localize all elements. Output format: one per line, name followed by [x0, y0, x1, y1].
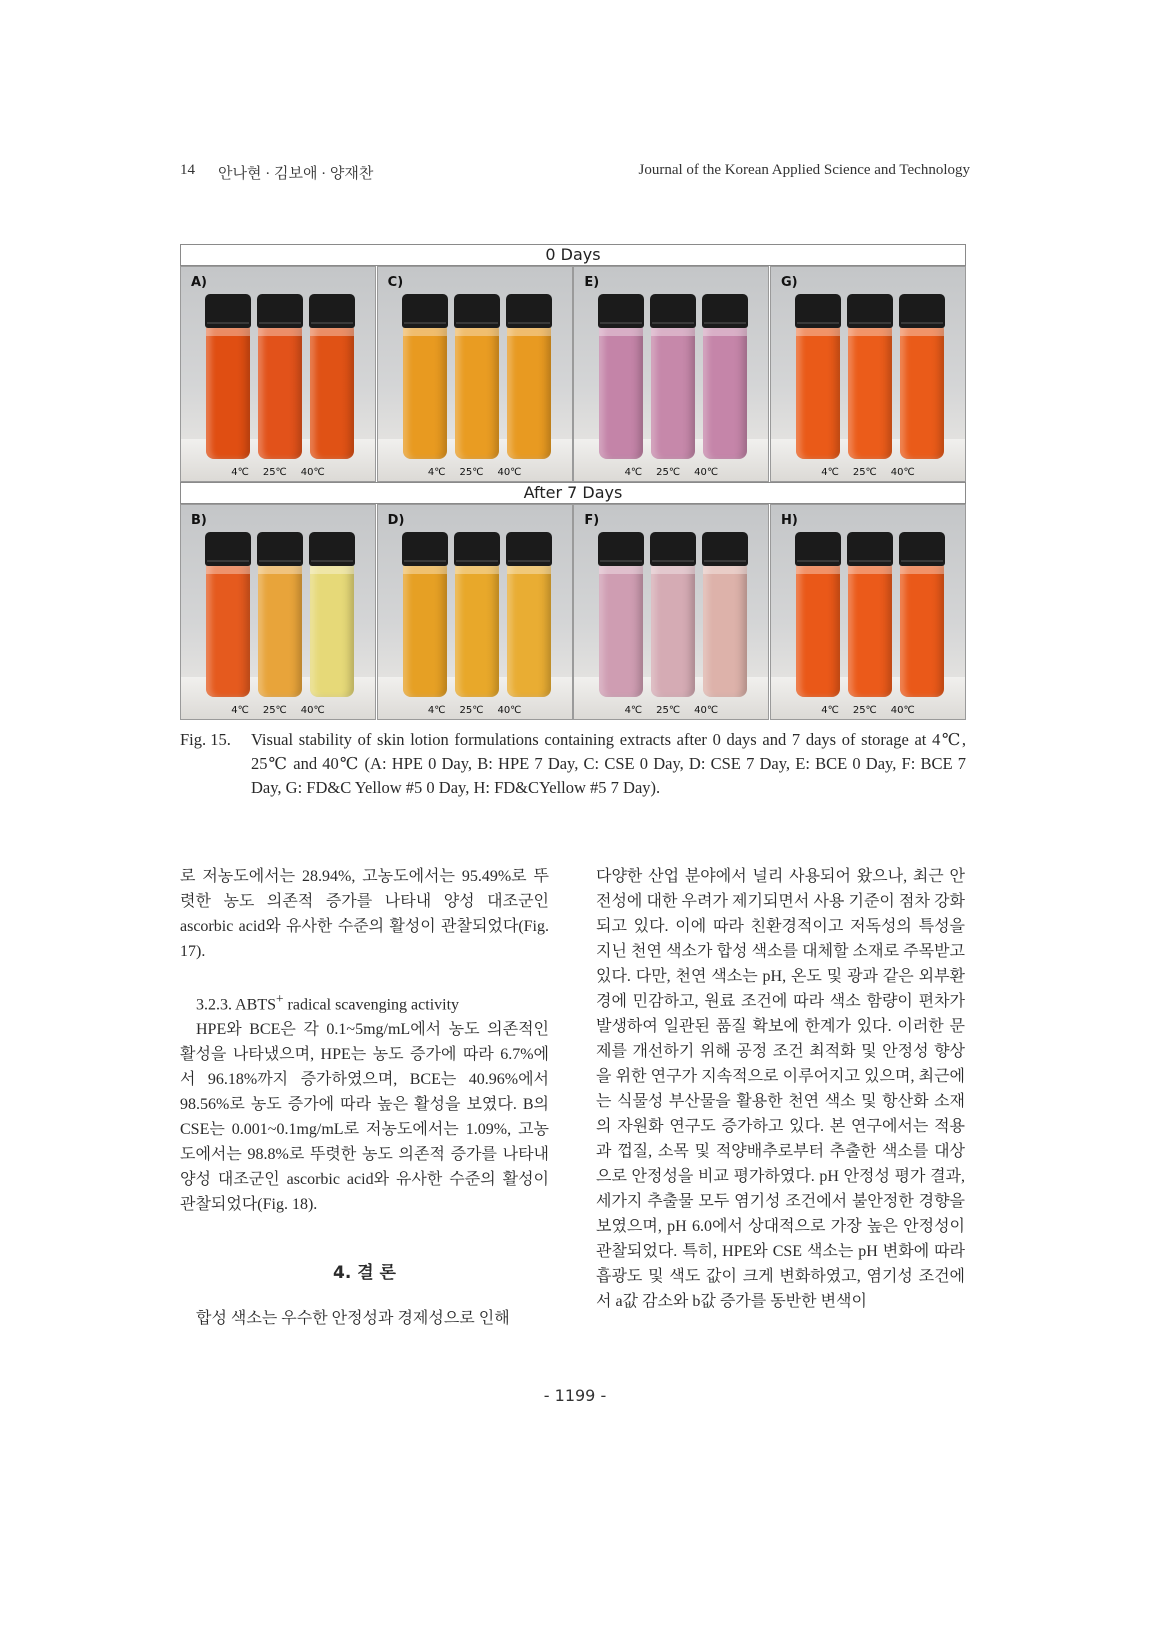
vial-cap: [506, 294, 552, 328]
vial: [504, 532, 554, 697]
vial-liquid: [900, 326, 944, 459]
vial: [700, 294, 750, 459]
vial: [504, 294, 554, 459]
temperature-labels: [378, 705, 572, 716]
vial: [845, 294, 895, 459]
vial-liquid: [455, 564, 499, 697]
vial: [203, 294, 253, 459]
figure-caption: [180, 728, 966, 800]
vial-cap: [454, 532, 500, 566]
temperature-label: 25℃: [852, 705, 877, 716]
temperature-label: 40℃: [890, 467, 915, 478]
temperature-labels: [378, 467, 572, 478]
vial-cap: [795, 532, 841, 566]
vial: [255, 294, 305, 459]
vial-cap: [309, 532, 355, 566]
temperature-labels: [181, 467, 375, 478]
temperature-labels: [771, 467, 965, 478]
vial: [845, 532, 895, 697]
vial: [307, 294, 357, 459]
vial-liquid: [310, 564, 354, 697]
page-number-footer: - 1199 -: [543, 1386, 607, 1405]
temperature-label: 4℃: [427, 467, 446, 478]
temperature-label: 25℃: [852, 467, 877, 478]
panel-letter: A): [191, 275, 208, 290]
temperature-label: 40℃: [300, 467, 325, 478]
vial: [897, 532, 947, 697]
temperature-label: 4℃: [231, 467, 249, 478]
left-column: [180, 864, 549, 1331]
figure-panel: [573, 266, 769, 482]
panel-letter: F): [584, 513, 600, 528]
caption-label: Fig. 15.: [180, 730, 231, 749]
temperature-label: 4℃: [624, 705, 643, 716]
vial: [648, 294, 698, 459]
figure-panel: [180, 504, 376, 720]
vial-cap: [402, 294, 448, 328]
vial: [648, 532, 698, 697]
vial-liquid: [651, 564, 695, 697]
temperature-label: 40℃: [497, 467, 522, 478]
vial: [596, 532, 646, 697]
vial: [307, 532, 357, 697]
panel-letter: E): [584, 275, 600, 290]
figure-panel: [377, 504, 573, 720]
temperature-label: 40℃: [694, 705, 719, 716]
vial-cap: [847, 532, 893, 566]
vial-liquid: [507, 564, 551, 697]
subheading-text: radical scavenging activity: [283, 996, 460, 1014]
vial-cap: [650, 532, 696, 566]
temperature-label: 4℃: [821, 705, 839, 716]
vial-liquid: [403, 564, 447, 697]
vial-cap: [257, 294, 303, 328]
figure-panel: [770, 504, 966, 720]
vial-liquid: [206, 564, 250, 697]
vial-cap: [795, 294, 841, 328]
vial-cap: [847, 294, 893, 328]
temperature-label: 25℃: [262, 705, 287, 716]
authors: 안나현 · 김보애 · 양재찬: [218, 166, 374, 182]
vial-cap: [650, 294, 696, 328]
temperature-label: 40℃: [300, 705, 325, 716]
subsection-heading: [180, 986, 549, 1017]
journal-title: Journal of the Korean Applied Science and Technology: [638, 162, 970, 178]
section-heading: 4. 결 론: [333, 1263, 396, 1284]
band-after-7-days: After 7 Days: [180, 482, 966, 504]
vial-cap: [309, 294, 355, 328]
vial-liquid: [703, 326, 747, 459]
superscript: +: [276, 991, 284, 1006]
caption-text: Visual stability of skin lotion formulations containing extracts after 0 days and 7 days of storage at 4℃, 25℃ and 40℃ (A: HPE 0 Day, B: HPE 7 Day, C: CSE 0 Day, D: CSE 7 Day, E: BCE 0 Day, F: BCE 7 Day, G: FD&C Yellow #5 0 Day, H: FD&CYellow #5 7 Day).: [251, 730, 966, 797]
right-column: [596, 864, 965, 1314]
vial: [203, 532, 253, 697]
subheading-text: 3.2.3. ABTS: [196, 996, 277, 1014]
vial: [452, 294, 502, 459]
vial-liquid: [206, 326, 250, 459]
figure-panel: [180, 266, 376, 482]
figure-15: [180, 244, 966, 716]
band-0-days: 0 Days: [180, 244, 966, 266]
vial: [255, 532, 305, 697]
vial-cap: [506, 532, 552, 566]
vial-liquid: [703, 564, 747, 697]
vial-cap: [205, 532, 251, 566]
panel-letter: B): [191, 513, 207, 528]
figure-row-0-days: [180, 266, 966, 482]
temperature-label: 4℃: [624, 467, 643, 478]
temperature-label: 40℃: [890, 705, 915, 716]
vial-cap: [205, 294, 251, 328]
vial-cap: [598, 532, 644, 566]
vial-liquid: [403, 326, 447, 459]
figure-panel: [770, 266, 966, 482]
vial: [452, 532, 502, 697]
vial: [596, 294, 646, 459]
vial-liquid: [651, 326, 695, 459]
vial-liquid: [455, 326, 499, 459]
panel-letter: G): [781, 275, 798, 290]
vial-liquid: [310, 326, 354, 459]
page-number-header: 14: [180, 162, 195, 178]
temperature-label: 25℃: [656, 467, 681, 478]
paragraph: HPE와 BCE은 각 0.1~5mg/mL에서 농도 의존적인 활성을 나타냈으며, HPE는 농도 증가에 따라 6.7%에서 96.18%까지 증가하였으며, BCE는 40.96%에서 98.56%로 농도 증가에 따라 높은 활성을 보였다. B의 CSE는 0.001~0.1mg/mL로 저농도에서는 1.09%, 고농도에서는 98.8%로 뚜렷한 농도 의존적 증가를 나타내 양성 대조군인 ascorbic acid와 유사한 수준의 활성이 관찰되었다(Fig. 18).: [180, 1021, 549, 1214]
temperature-label: 25℃: [459, 467, 484, 478]
vial-cap: [402, 532, 448, 566]
figure-panel: [573, 504, 769, 720]
vial-liquid: [796, 564, 840, 697]
paragraph: 로 저농도에서는 28.94%, 고농도에서는 95.49%로 뚜렷한 농도 의존적 증가를 나타내 양성 대조군인 ascorbic acid와 유사한 수준의 활성이 관찰되었다(Fig. 17).: [180, 868, 549, 960]
vial-cap: [702, 532, 748, 566]
temperature-label: 4℃: [231, 705, 249, 716]
vial: [793, 294, 843, 459]
vial: [700, 532, 750, 697]
vial: [897, 294, 947, 459]
paragraph: 다양한 산업 분야에서 널리 사용되어 왔으나, 최근 안전성에 대한 우려가 제기되면서 사용 기준이 점차 강화되고 있다. 이에 따라 친환경적이고 저독성의 특성을 지닌 천연 색소가 합성 색소를 대체할 소재로 주목받고 있다. 다만, 천연 색소는 pH, 온도 및 광과 같은 외부환경에 민감하고, 원료 조건에 따라 색소 함량이 편차가 발생하여 일관된 품질 확보에 한계가 있다. 이러한 문제를 개선하기 위해 공정 조건 최적화 및 안정성 향상을 위한 연구가 지속적으로 이루어지고 있으며, 최근에는 식물성 부산물을 활용한 천연 색소 및 항산화 소재의 자원화 연구도 증가하고 있다. 본 연구에서는 적용과 껍질, 소목 및 적양배추로부터 추출한 색소를 대상으로 안정성을 비교 평가하였다. pH 안정성 평가 결과, 세가지 추출물 모두 염기성 조건에서 불안정한 경향을 보였으며, pH 6.0에서 상대적으로 가장 높은 안정성이 관찰되었다. 특히, HPE와 CSE 색소는 pH 변화에 따라 흡광도 및 색도 값이 크게 변화하였고, 염기성 조건에서 a값 감소와 b값 증가를 동반한 변색이: [596, 868, 965, 1310]
vial-liquid: [258, 564, 302, 697]
vial-liquid: [507, 326, 551, 459]
vial-liquid: [900, 564, 944, 697]
temperature-label: 25℃: [656, 705, 681, 716]
vial-cap: [899, 294, 945, 328]
vial: [793, 532, 843, 697]
vial-cap: [598, 294, 644, 328]
panel-letter: H): [781, 513, 798, 528]
panel-letter: D): [387, 513, 405, 528]
vial-cap: [257, 532, 303, 566]
vial-liquid: [796, 326, 840, 459]
figure-panel: [377, 266, 573, 482]
vial: [400, 294, 450, 459]
vial-cap: [899, 532, 945, 566]
figure-row-7-days: [180, 504, 966, 720]
vial-liquid: [599, 326, 643, 459]
temperature-label: 25℃: [459, 705, 484, 716]
paragraph: 합성 색소는 우수한 안정성과 경제성으로 인해: [196, 1310, 510, 1328]
temperature-labels: [771, 705, 965, 716]
vial-cap: [702, 294, 748, 328]
vial: [400, 532, 450, 697]
temperature-label: 4℃: [427, 705, 446, 716]
temperature-label: 25℃: [262, 467, 287, 478]
temperature-labels: [181, 705, 375, 716]
vial-cap: [454, 294, 500, 328]
panel-letter: C): [387, 275, 404, 290]
vial-liquid: [599, 564, 643, 697]
temperature-label: 40℃: [694, 467, 719, 478]
vial-liquid: [848, 564, 892, 697]
vial-liquid: [258, 326, 302, 459]
vial-liquid: [848, 326, 892, 459]
temperature-labels: [574, 467, 768, 478]
temperature-label: 4℃: [821, 467, 839, 478]
temperature-labels: [574, 705, 768, 716]
temperature-label: 40℃: [497, 705, 522, 716]
